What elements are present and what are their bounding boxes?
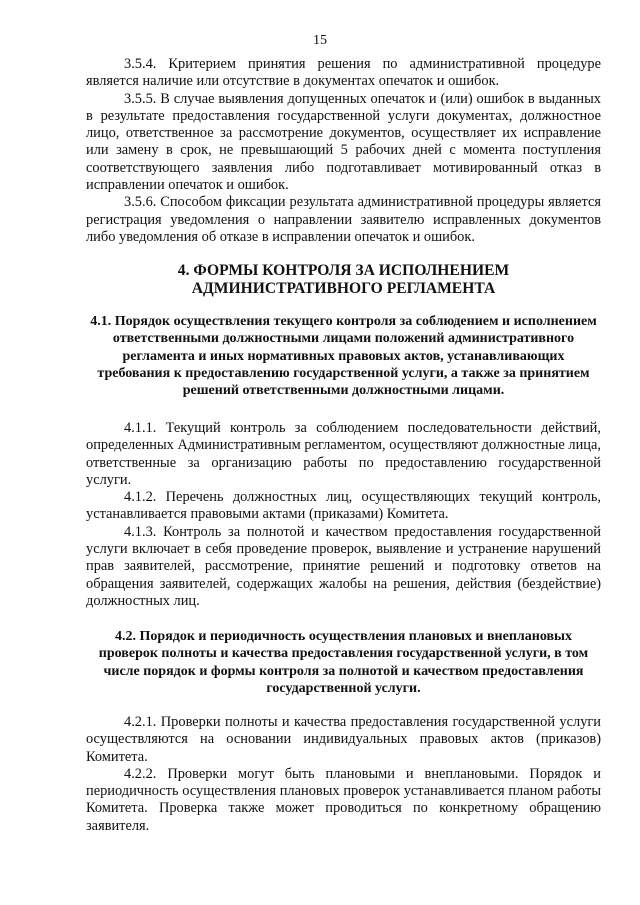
paragraph-4-2-2: 4.2.2. Проверки могут быть плановыми и внеплановыми. Порядок и периодичность осуществления плановых проверок устанавливается планом работы Комитета. Проверка также может проводиться по конкретному обращению заявителя. <box>86 765 601 834</box>
section-3-5 <box>86 56 601 246</box>
paragraph-4-1-2: 4.1.2. Перечень должностных лиц, осуществляющих текущий контроль, устанавливается правовыми актами (приказами) Комитета. <box>86 489 601 523</box>
subsection-4-1-body <box>86 420 601 610</box>
subsection-4-1-heading: 4.1. Порядок осуществления текущего контроля за соблюдением и исполнением ответственными должностными лицами положений административного регламента и иных нормативных правовых актов, устанавливающих требования к предоставлению государственной услуги, а также за принятием решений ответственными должностными лицами. <box>90 314 597 399</box>
section-4-title <box>86 262 601 298</box>
paragraph-3-5-6: 3.5.6. Способом фиксации результата административной процедуры является регистрация уведомления о направлении заявителю исправленных документов либо уведомления об отказе в исправлении опечаток и ошибок. <box>86 194 601 245</box>
paragraph-3-5-5: 3.5.5. В случае выявления допущенных опечаток и (или) ошибок в выданных в результате предоставления государственной услуги документах, должностное лицо, ответственное за рассмотрение документов, осуществляет их исправление или замену в срок, не превышающий 5 рабочих дней с момента поступления соответствующего заявления либо подготавливает мотивированный отказ в исправлении опечаток и ошибок. <box>86 90 601 194</box>
paragraph-4-2-1: 4.2.1. Проверки полноты и качества предоставления государственной услуги осуществляются на основании индивидуальных правовых актов (приказов) Комитета. <box>86 714 601 765</box>
section-4-title-line2: АДМИНИСТРАТИВНОГО РЕГЛАМЕНТА <box>191 280 496 297</box>
subsection-4-2-body <box>86 714 601 835</box>
paragraph-4-1-3: 4.1.3. Контроль за полнотой и качеством предоставления государственной услуги включает в себя проведение проверок, выявление и устранение нарушений прав заявителей, рассмотрение, принятие решений и подготовку ответов на обращения заявителей, содержащих жалобы на решения, действия (бездействие) должностных лиц. <box>86 523 601 609</box>
page-number: 15 <box>313 33 327 48</box>
subsection-4-2-heading: 4.2. Порядок и периодичность осуществления плановых и внеплановых проверок полноты и качества предоставления государственной услуги, в том числе порядок и формы контроля за полнотой и качеством предоставления государственной услуги. <box>98 629 589 696</box>
paragraph-4-1-1: 4.1.1. Текущий контроль за соблюдением последовательности действий, определенных Административным регламентом, осуществляют должностные лица, ответственные за организацию работы по предоставлению государственной услуги. <box>86 420 601 488</box>
paragraph-3-5-4: 3.5.4. Критерием принятия решения по административной процедуре является наличие или отсутствие в документах опечаток и ошибок. <box>86 56 601 90</box>
section-4-title-line1: 4. ФОРМЫ КОНТРОЛЯ ЗА ИСПОЛНЕНИЕМ <box>177 262 510 279</box>
